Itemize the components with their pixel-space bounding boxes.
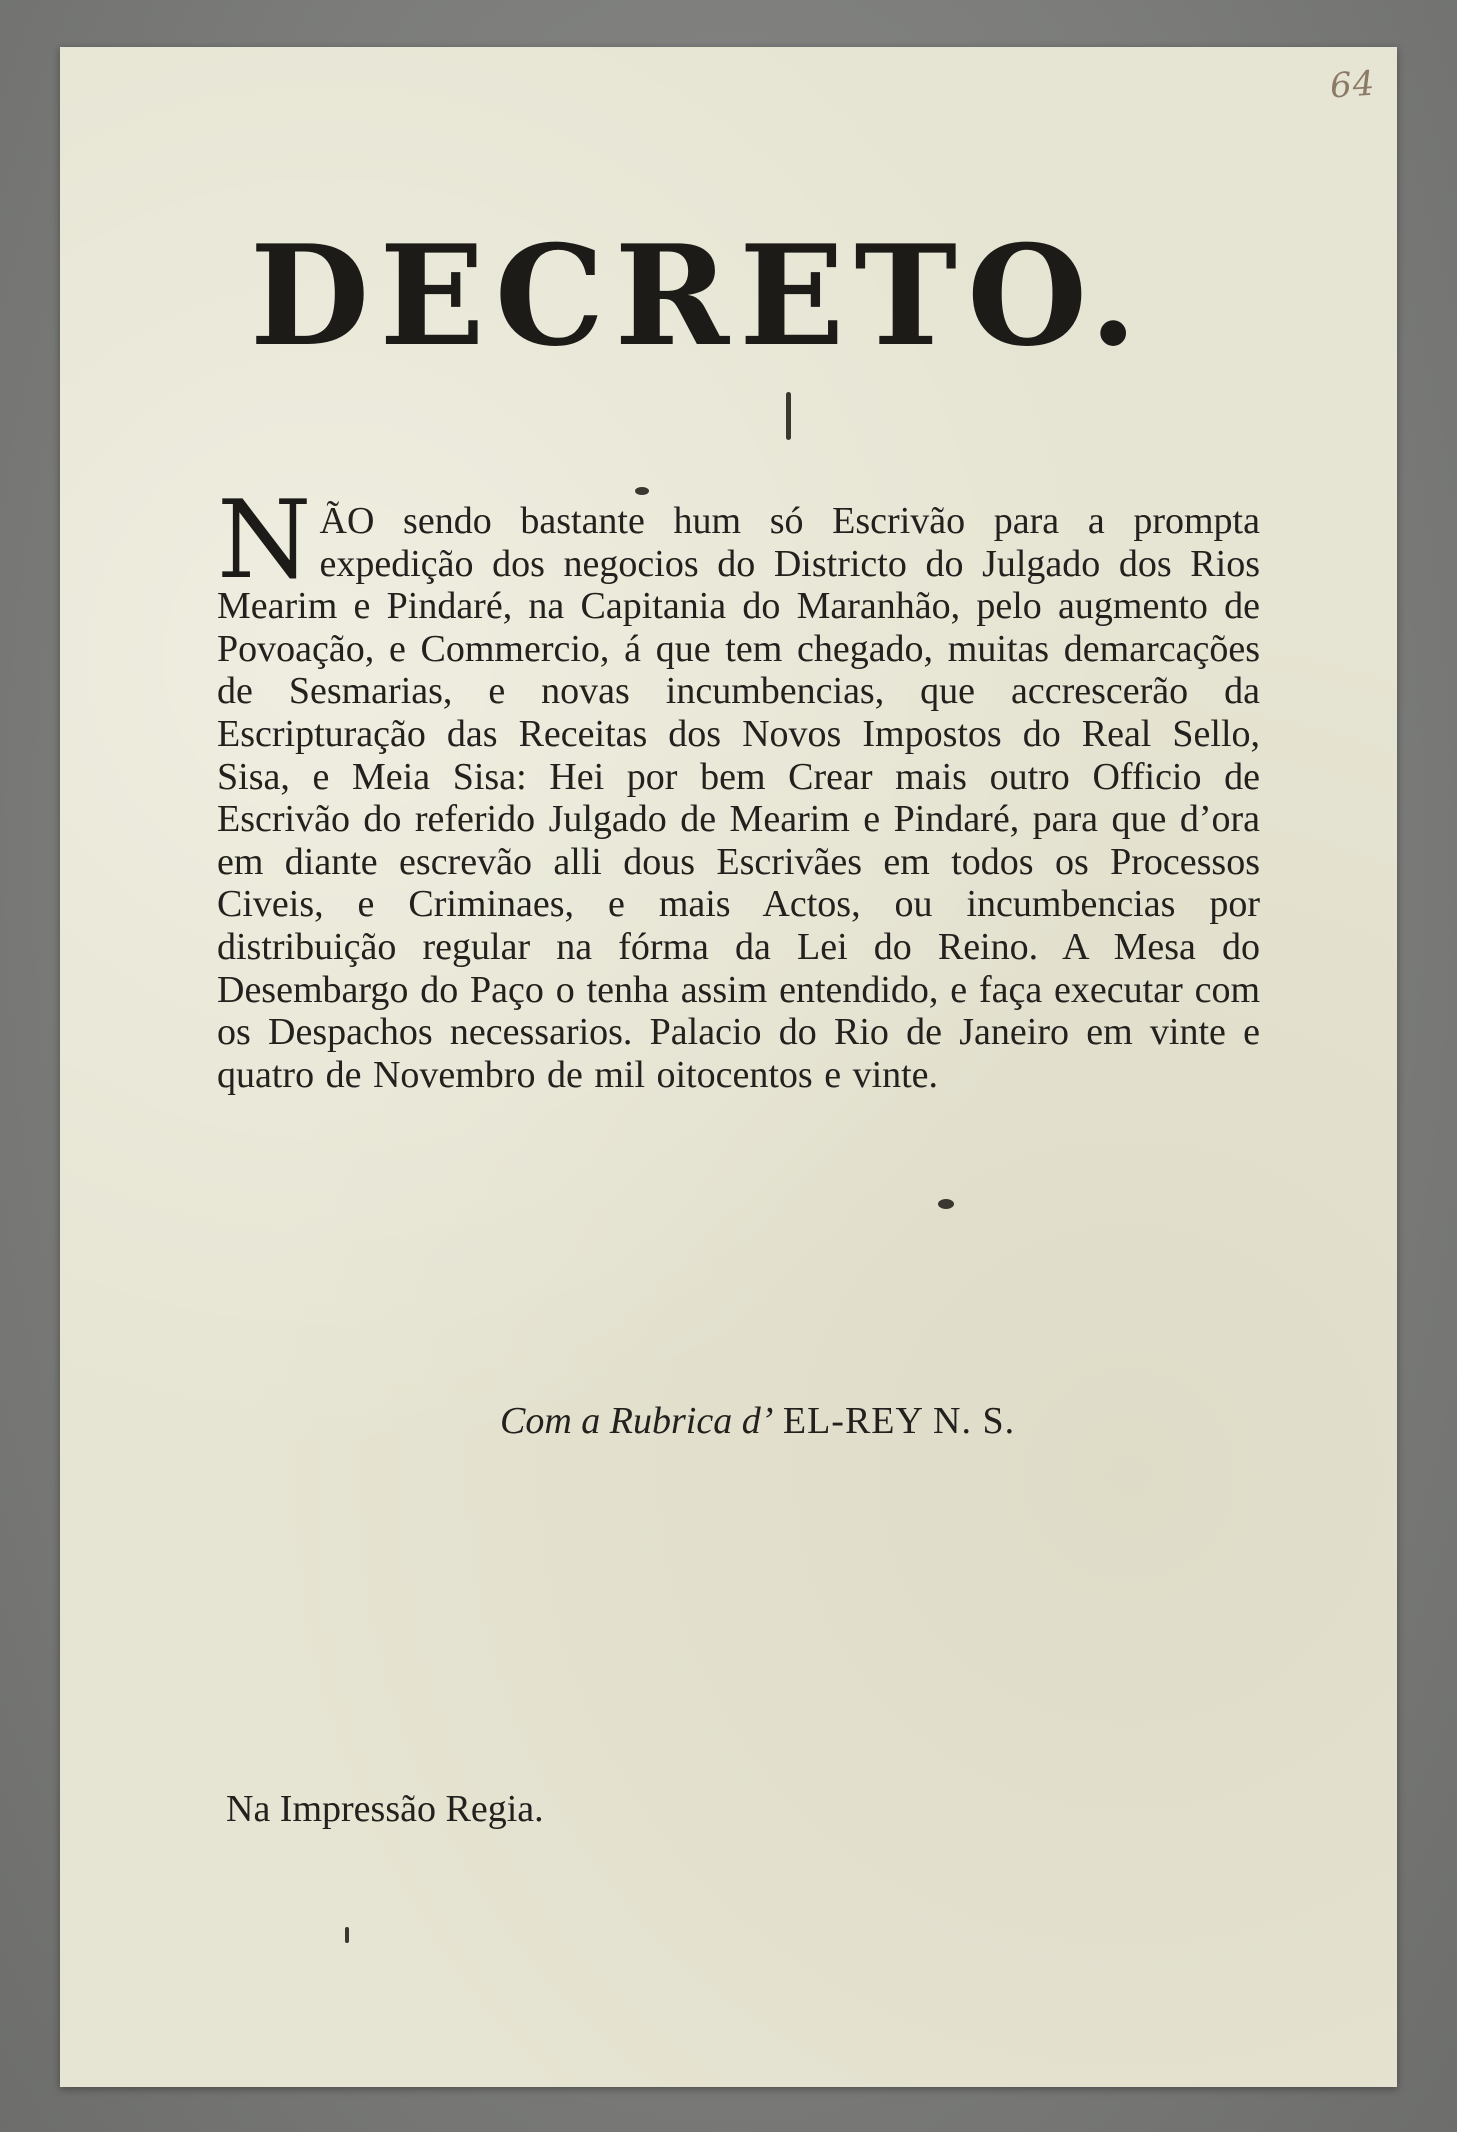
ink-speck	[635, 487, 649, 495]
ink-speck	[345, 1927, 349, 1943]
signature-italic: Com a Rubrica d’	[500, 1400, 774, 1442]
drop-cap: N	[217, 478, 312, 603]
ink-speck	[938, 1199, 954, 1209]
decree-page	[60, 47, 1397, 2087]
signature-caps: EL-REY N. S.	[782, 1400, 1016, 1442]
decree-body	[217, 478, 1260, 1096]
ink-speck	[786, 392, 791, 440]
folio-number: 64	[1328, 63, 1377, 107]
printer-imprint: Na Impressão Regia.	[226, 1788, 544, 1830]
page-title: DECRETO.	[249, 214, 1148, 377]
decree-text: ÃO sendo bastante hum só Escrivão para a prompta expedição dos negocios do Districto do Julgado dos Rios Mearim e Pindaré, na Capitania do Maranhão, pelo augmento de Povoação, e Commercio, á que tem chegado, muitas demarcações de Sesmarias, e novas incumbencias, que accrescerão da Escripturação das Receitas dos Novos Impostos do Real Sello, Sisa, e Meia Sisa: Hei por bem Crear mais outro Officio de Escrivão do referido Julgado de Mearim e Pindaré, para que d’ora em diante escrevão alli dous Escrivães em todos os Processos Civeis, e Criminaes, e mais Actos, ou incumbencias por distribuição regular na fórma da Lei do Reino. A Mesa do Desembargo do Paço o tenha assim entendido, e faça executar com os Despachos necessarios. Palacio do Rio de Janeiro em vinte e quatro de Novembro de mil oitocentos e vinte.	[217, 500, 1260, 1096]
royal-signature-line	[500, 1399, 1300, 1443]
